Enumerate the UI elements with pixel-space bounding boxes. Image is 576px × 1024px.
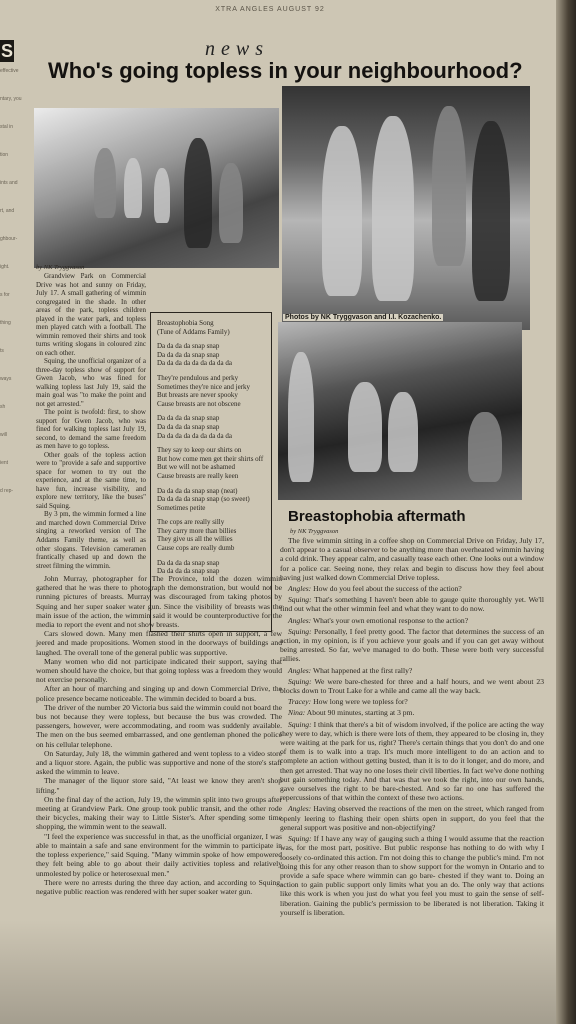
story-left-column xyxy=(36,272,146,570)
song-line: Cause cops are really dumb xyxy=(157,544,235,553)
song-subtitle: (Tune of Addams Family) xyxy=(157,327,230,336)
qa-text: That's something I haven't been able to gauge quite thoroughly yet. We'll find out what the other wimmin feel and what they want to do now. xyxy=(280,595,544,614)
interview-column xyxy=(280,536,544,919)
song-stanza xyxy=(157,446,265,480)
fragment-line: stal in xyxy=(0,124,14,130)
song-lyrics xyxy=(157,342,265,576)
story-paragraph: There were no arrests during the three day action, and according to Squing, negative public reaction was rendered with her super soaker water gun. xyxy=(36,877,282,896)
story-paragraph: On Saturday, July 18, the wimmin gathered and went topless to a video store and a liquor store. Again, the public was supportive and none of the store's staff asked the wimmin to leave. xyxy=(36,748,282,777)
fragment-line: ints and xyxy=(0,180,18,186)
fragment-line: thing xyxy=(0,320,11,326)
song-line: They carry more than billies xyxy=(157,526,237,535)
qa-text: If I have any way of gauging such a thing I would assume that the reaction was, for the most part, positive. But public response has nothing to do with why I loosely co-ordinated this action. I'm not doing this to change the public's mind. I'm not doing this for any other reason than to show support for the womyn in Ontario and to provide a safe space where wimmin can go bare- chested if they want to. Doing an action to gain public support only limits what you an do. The only way that actions like this work is when you just do what you feel you must to gain the sense of self-liberation. Gaining the public's permission to be liberated is not liberation. Taking it yourself is liberation. xyxy=(280,834,544,917)
qa-text: About 90 minutes, starting at 3 pm. xyxy=(306,708,415,718)
photo-bus-riders xyxy=(278,322,522,500)
fragment-line: ways xyxy=(0,376,12,382)
story-paragraph: Grandview Park on Commercial Drive was hot and sunny on Friday, July 17. A small gathering of wimmin congregated in the shade. In other areas of the park, topless children played in the water park, and topless men played catch with a football. The wimmin removed their shirts and took turns writing slogans in coloured zinc on each other. xyxy=(36,272,146,357)
section-label: news xyxy=(205,38,269,60)
story-paragraph: Other goals of the topless action were to "provide a safe and supportive space for women to try out the experience, and at the same time, to have fun, increase visibility, and explore new territory, like the buses" said Squing. xyxy=(36,450,146,510)
qa-speaker: Squing: xyxy=(288,834,312,844)
song-line: Da da da da snap snap (so sweet) xyxy=(157,495,250,504)
story-paragraph: Squing, the unofficial organizer of a three-day topless show of support for Gwen Jacob, who was fined for walking topless last July 19, said the main goal was "to make the point and not get arrested." xyxy=(36,357,146,408)
song-line: The cops are really silly xyxy=(157,518,225,527)
fragment-line: s for xyxy=(0,292,10,298)
song-line: Cause breasts are not obscene xyxy=(157,399,241,408)
qa-speaker: Squing: xyxy=(288,719,312,729)
fragment-line: ight. xyxy=(0,264,10,270)
page-shadow xyxy=(0,920,560,1024)
song-line: Sometimes petite xyxy=(157,503,206,512)
photo-park-gathering xyxy=(34,108,279,268)
second-headline: Breastophobia aftermath xyxy=(288,508,466,525)
song-line: Da da da da snap snap (neat) xyxy=(157,486,238,495)
song-title: Breastophobia Song xyxy=(157,319,214,327)
story-paragraph: By 3 pm, the wimmin formed a line and marched down Commercial Drive singing a reworked version of The Addams Family theme, as well as other slogans. Television cameramen frantically chased up and down the street filming the wimmin. xyxy=(36,510,146,570)
qa-item xyxy=(280,804,544,832)
song-stanza xyxy=(157,487,265,513)
photo-topless-marchers xyxy=(282,86,530,330)
qa-item xyxy=(280,720,544,803)
qa-speaker: Squing: xyxy=(288,626,312,636)
qa-text: How do you feel about the success of the action? xyxy=(313,584,462,594)
song-stanza xyxy=(157,518,265,552)
story-paragraph: The manager of the liquor store said, "At least we know they aren't shop lifting." xyxy=(36,776,282,795)
photo-credit: Photos by NK Tryggvason and I.I. Kozachenko. xyxy=(285,314,442,321)
qa-speaker: Angles: xyxy=(288,804,312,814)
song-line: But how come men get their shirts off xyxy=(157,454,264,463)
song-line: But we will not be ashamed xyxy=(157,463,235,472)
qa-speaker: Tracey: xyxy=(288,697,312,707)
qa-text: We were bare-chested for three and a half hours, and we went about 23 blocks down to Trout Lake for a while and came all the way back. xyxy=(280,676,544,696)
headline: Who's going topless in your neighbourhood? xyxy=(48,58,523,83)
song-line: Da da da da snap snap xyxy=(157,350,220,359)
qa-text: How long were we topless for? xyxy=(313,697,408,707)
qa-speaker: Squing: xyxy=(288,595,312,605)
qa-item xyxy=(280,616,544,625)
story-paragraph: The driver of the number 20 Victoria bus said the wimmin could not board the bus not because they were topless, but because the bus was crowded. The passengers, however, were accommodating, and room was suddenly available. The men on the bus seemed embarrassed, and one gentleman phoned the police on his cellular telephone. xyxy=(36,702,282,749)
song-line: Da da da da snap snap xyxy=(157,414,220,423)
song-stanza xyxy=(157,414,265,440)
interview-intro: The five wimmin sitting in a coffee shop on Commercial Drive on Friday, July 17, don't appear to a casual observer to be anything more than overheated wimmin having a cold drink. They appear calm, and casually tease each other. One looks out a window for a police car. Seeing none, they relax and begin to discuss how they feel about having just walked down Commercial Drive topless. xyxy=(280,536,544,582)
song-stanza xyxy=(157,374,265,408)
qa-speaker: Squing: xyxy=(288,676,312,686)
qa-item xyxy=(280,708,544,717)
qa-speaker: Angles: xyxy=(288,615,312,625)
section-letter: S xyxy=(0,41,13,61)
song-line: But breasts are never spooky xyxy=(157,391,238,400)
qa-item xyxy=(280,627,544,664)
second-byline: by NK Tryggvason xyxy=(290,528,339,535)
fragment-line: ts xyxy=(0,348,4,354)
qa-speaker: Angles: xyxy=(288,665,312,675)
previous-page-fragments xyxy=(0,68,32,516)
song-line: Da da da da snap snap xyxy=(157,342,220,351)
fragment-line: rt, and xyxy=(0,208,15,214)
story-main-column xyxy=(36,574,282,896)
story-paragraph: John Murray, photographer for The Province, told the dozen wimmin gathered that he was there to photograph the demonstration, but would not be running pictures of breasts. Murray was discouraged from taking photos by Squing and her super soaker water gun. Since the visibility of breasts was the main issue of the action, the wimmin said it would be counterproductive for the media to report the event and not show breasts. xyxy=(36,574,282,630)
song-line: Sometimes they're nice and jerky xyxy=(157,382,251,391)
song-line: Da da da da da da da da da xyxy=(157,431,233,440)
fragment-line: ghbour- xyxy=(0,236,18,242)
qa-item xyxy=(280,834,544,917)
song-stanza xyxy=(157,342,265,368)
story-paragraph: Cars slowed down. Many men flashed their shirts open in support, a few jeered and made propositions. Women stood in the doorways of buildings and laughed. The overall tone of the general public was supportive. xyxy=(36,629,282,657)
story-paragraph: Many women who did not participate indicated their support, saying that women should have the choice, but that going topless was a freedom they would not exercise personally. xyxy=(36,656,282,685)
song-line: Da da da da snap snap xyxy=(157,567,220,576)
story-byline: by NK Tryggvason xyxy=(36,264,85,271)
qa-speaker: Angles: xyxy=(288,584,312,594)
story-paragraph: After an hour of marching and singing up and down Commercial Drive, the police presence became noticeable. The wimmin decided to board a bus. xyxy=(36,684,282,703)
qa-text: What happened at the first rally? xyxy=(312,665,413,675)
qa-text: What's your own emotional response to the action? xyxy=(312,615,469,625)
qa-text: I think that there's a bit of wisdom involved, if the police are acting the way they were to day, which is there were lots of them, they appeared to be closing in, they were waiting at the park for us, right? There's certain things that you don't do and one of them is to walk into a trap. It's much more intelligent to do an action and to complete an action without getting busted, than it is to do it longer, and do more, and then get arrested. That way no one loses their civil liberties. In fact we've done nothing but gain something today. And that was that we took the right, into our own hands, gave ourselves the right to be bare-chested. And so far no one has suffered the repercussions of that within the context of these two actions. xyxy=(280,719,544,803)
fragment-line: tion xyxy=(0,152,9,158)
song-line: Da da da da snap snap xyxy=(157,422,220,431)
fragment-line: ntary, you xyxy=(0,96,22,102)
page-edge xyxy=(556,0,576,1024)
fragment-line: d rep- xyxy=(0,488,14,494)
song-line: Da da da da snap snap xyxy=(157,558,220,567)
previous-page-column xyxy=(0,40,32,980)
song-line: They're pendulous and perky xyxy=(157,373,239,382)
qa-item xyxy=(280,697,544,706)
story-paragraph: "I feel the experience was successful in that, as the unofficial organizer, I was able to maintain a safe and sane environment for the wimmin to participate in the topless experience," said Squing. "Many wimmin spoke of how empowered they felt being able to go about their daily activities topless and relatively unmolested by police or heterosexual men." xyxy=(36,831,282,878)
interview-qa xyxy=(280,584,544,917)
fragment-line: effective xyxy=(0,68,19,74)
qa-item xyxy=(280,677,544,695)
fragment-line: sh xyxy=(0,404,6,410)
song-line: Cause breasts are really keen xyxy=(157,471,239,480)
fragment-line: will xyxy=(0,432,7,438)
qa-item xyxy=(280,584,544,593)
qa-item xyxy=(280,666,544,675)
qa-speaker: Nina: xyxy=(288,708,306,718)
song-line: Da da da da da da da da da xyxy=(157,359,233,368)
story-paragraph: On the final day of the action, July 19, the wimmin split into two groups after meeting at Grandview Park. One group took public transit, and the other rode their bicycles, making their way to Little Sister's. After spending some time shopping, the wimmin went to the seawall. xyxy=(36,794,282,832)
qa-item xyxy=(280,595,544,613)
qa-text: Having observed the reactions of the men on the street, which ranged from openly leering to flashing their open shirts open in support, do you feel that the general support was positive and non-objectifying? xyxy=(280,804,545,832)
story-paragraph: The point is twofold: first, to show support for Gwen Jacob, who was fined for walking topless last July 19, second, to demand the same freedom as men have to go topless. xyxy=(36,408,146,451)
fragment-line: ient xyxy=(0,460,9,466)
song-line: They say to keep our shirts on xyxy=(157,446,242,455)
masthead: XTRA ANGLES AUGUST 92 xyxy=(215,6,325,13)
song-line: They give us all the willies xyxy=(157,535,233,544)
qa-text: Personally, I feel pretty good. The factor that determines the success of an action, in my opinion, is if you achieve your goals and if you can get away without being arrested. So far, we've managed to do both. These were both very successful rallies. xyxy=(280,626,544,664)
